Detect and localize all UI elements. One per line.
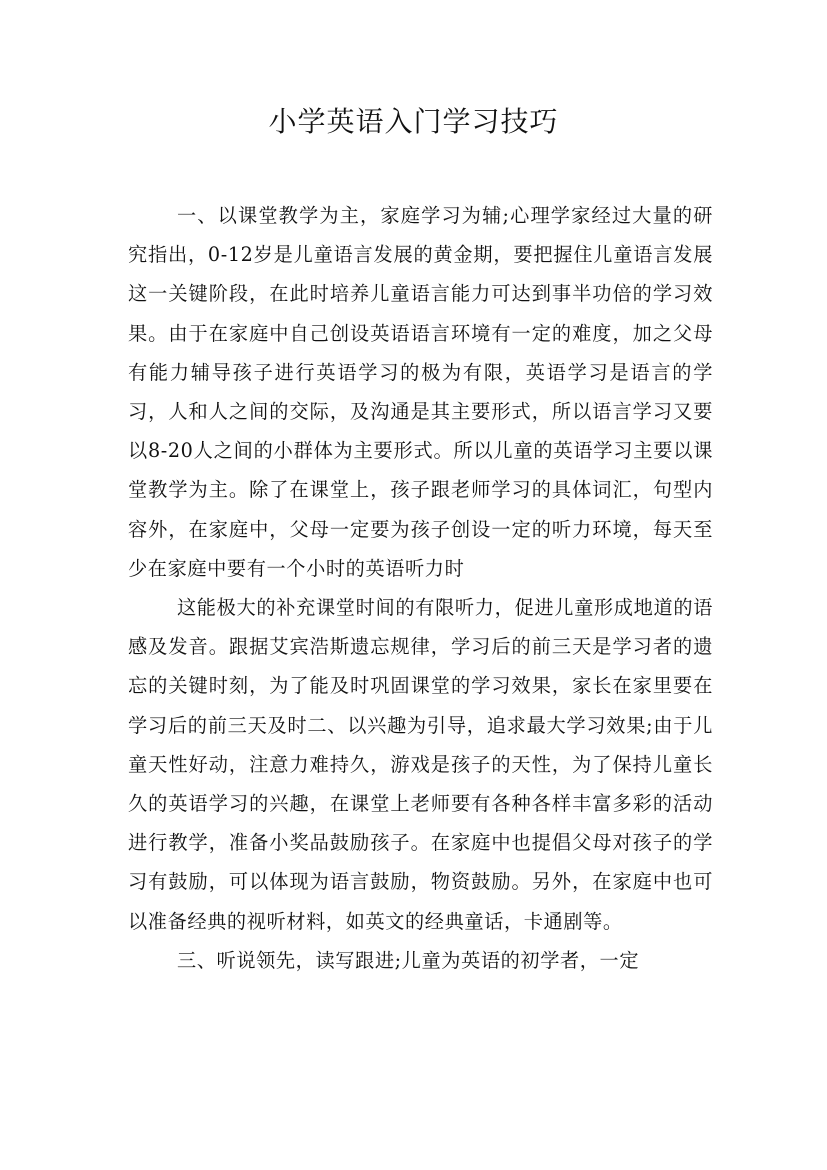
- paragraph-2: 这能极大的补充课堂时间的有限听力，促进儿童形成地道的语感及发音。跟据艾宾浩斯遗忘规律，学习后的前三天是学习者的遗忘的关键时刻，为了能及时巩固课堂的学习效果，家长在家里要在学习后的前三天及时二、以兴趣为引导，追求最大学习效果;由于儿童天性好动，注意力难持久，游戏是孩子的天性，为了保持儿童长久的英语学习的兴趣，在课堂上老师要有各种各样丰富多彩的活动进行教学，准备小奖品鼓励孩子。在家庭中也提倡父母对孩子的学习有鼓励，可以体现为语言鼓励，物资鼓励。另外，在家庭中也可以准备经典的视听材料，如英文的经典童话，卡通剧等。: [128, 596, 713, 933]
- paragraph-3: 三、听说领先，读写跟进;儿童为英语的初学者，一定: [176, 948, 640, 972]
- document-body: [128, 196, 713, 1096]
- document-title: 小学英语入门学习技巧: [268, 105, 559, 138]
- paragraph-1: 一、以课堂教学为主，家庭学习为辅;心理学家经过大量的研究指出，0-12岁是儿童语言发展的黄金期，要把握住儿童语言发展这一关键阶段，在此时培养儿童语言能力可达到事半功倍的学习效果。由于在家庭中自己创设英语语言环境有一定的难度，加之父母有能力辅导孩子进行英语学习的极为有限，英语学习是语言的学习，人和人之间的交际，及沟通是其主要形式，所以语言学习又要以8-20人之间的小群体为主要形式。所以儿童的英语学习主要以课堂教学为主。除了在课堂上，孩子跟老师学习的具体词汇，句型内容外，在家庭中，父母一定要为孩子创设一定的听力环境，每天至少在家庭中要有一个小时的英语听力时: [128, 204, 713, 580]
